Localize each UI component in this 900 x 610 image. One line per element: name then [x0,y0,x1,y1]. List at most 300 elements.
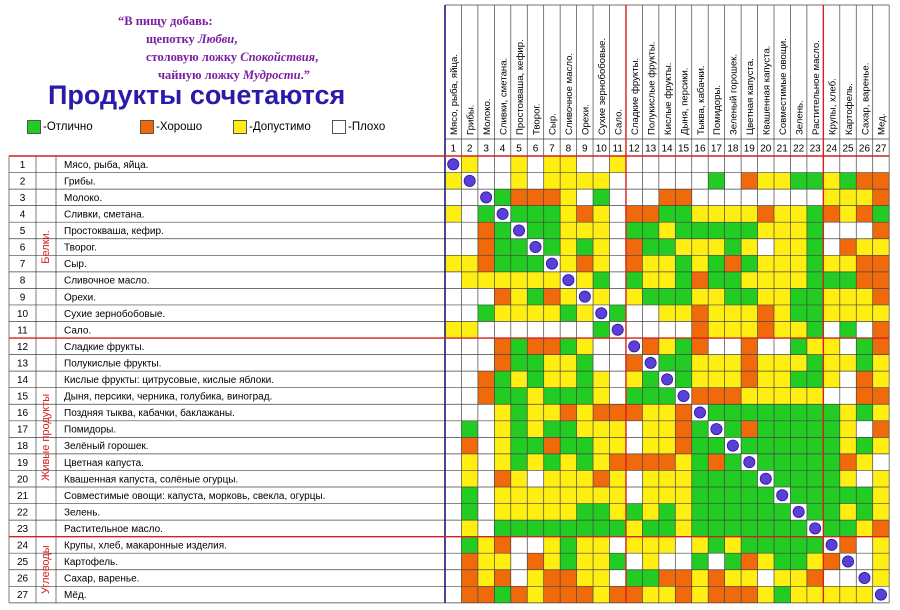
grid-cell [758,371,774,388]
grid-cell [461,239,477,256]
grid-cell [461,470,477,487]
grid-cell [873,487,889,504]
grid-cell [675,173,691,190]
grid-cell [527,520,543,537]
row-number: 21 [16,490,29,502]
grid-cell [461,255,477,272]
grid-cell [642,288,658,305]
column-header-label: Тыква, кабачки. [695,65,707,135]
grid-cell [807,470,823,487]
grid-cell [856,437,872,454]
grid-cell [774,470,790,487]
grid-cell [856,520,872,537]
grid-cell [560,388,576,405]
grid-cell [692,437,708,454]
grid-cell [544,222,560,239]
grid-cell [626,189,642,206]
grid-cell [807,437,823,454]
row-label: Цветная капуста. [64,457,144,469]
grid-cell [823,255,839,272]
grid-cell [511,288,527,305]
grid-cell [758,487,774,504]
grid-cell [478,470,494,487]
grid-cell [445,355,461,372]
grid-cell [527,553,543,570]
grid-cell [511,322,527,339]
grid-cell [675,322,691,339]
grid-cell [675,305,691,322]
grid-cell [741,173,757,190]
row-label: Крупы, хлеб, макаронные изделия. [64,540,227,552]
diagonal-marker [810,523,821,534]
grid-cell [445,322,461,339]
quote-accent: Мудрости [243,68,301,82]
grid-cell [807,189,823,206]
grid-cell [642,255,658,272]
diagonal-marker [711,423,722,434]
grid-cell [478,338,494,355]
grid-cell [659,156,675,173]
grid-cell [758,272,774,289]
grid-cell [725,156,741,173]
grid-cell [692,537,708,554]
grid-cell [708,288,724,305]
grid-cell [527,305,543,322]
grid-cell [790,222,806,239]
grid-cell [610,222,626,239]
grid-cell [445,454,461,471]
grid-cell [840,404,856,421]
grid-cell [692,255,708,272]
grid-cell [725,537,741,554]
grid-cell [461,388,477,405]
grid-cell [774,239,790,256]
grid-cell [856,255,872,272]
grid-cell [708,322,724,339]
grid-cell [494,421,510,438]
grid-cell [856,421,872,438]
grid-cell [840,504,856,521]
grid-cell [807,288,823,305]
grid-cell [494,338,510,355]
grid-cell [790,206,806,223]
grid-cell [774,586,790,603]
column-number: 2 [466,143,473,155]
grid-cell [642,388,658,405]
grid-cell [478,239,494,256]
grid-cell [758,586,774,603]
grid-cell [873,504,889,521]
grid-cell [593,173,609,190]
grid-cell [873,338,889,355]
grid-cell [461,288,477,305]
grid-cell [593,487,609,504]
column-header-label: Помидоры. [712,84,724,135]
grid-cell [610,305,626,322]
grid-cell [873,437,889,454]
grid-cell [741,371,757,388]
grid-cell [577,156,593,173]
grid-cell [725,239,741,256]
grid-cell [511,338,527,355]
grid-cell [790,570,806,587]
grid-cell [445,255,461,272]
grid-cell [478,355,494,372]
grid-cell [692,470,708,487]
grid-cell [560,173,576,190]
row-label: Сахар, варенье. [64,573,140,585]
row-label: Сливки, сметана. [64,209,145,221]
grid-cell [593,537,609,554]
row-label: Квашенная капуста, солёные огурцы. [64,474,239,486]
grid-cell [560,570,576,587]
diagonal-marker [678,390,689,401]
row-number: 24 [16,540,29,552]
grid-cell [626,272,642,289]
row-number: 18 [16,441,29,453]
grid-cell [840,272,856,289]
grid-cell [692,189,708,206]
diagonal-marker [842,556,853,567]
grid-cell [527,371,543,388]
grid-cell [823,504,839,521]
grid-cell [593,288,609,305]
grid-cell [790,470,806,487]
grid-cell [445,520,461,537]
grid-cell [626,553,642,570]
grid-cell [560,322,576,339]
grid-cell [741,239,757,256]
grid-cell [610,288,626,305]
diagonal-marker [596,308,607,319]
grid-cell [807,173,823,190]
grid-cell [873,206,889,223]
grid-cell [461,421,477,438]
grid-cell [610,156,626,173]
grid-cell [708,338,724,355]
grid-cell [741,272,757,289]
grid-cell [675,553,691,570]
grid-cell [478,173,494,190]
grid-cell [626,504,642,521]
row-label: Творог. [64,242,97,254]
grid-cell [659,338,675,355]
column-header-label: Сыр. [547,113,559,135]
grid-cell [725,288,741,305]
grid-cell [494,520,510,537]
grid-cell [741,553,757,570]
grid-cell [494,255,510,272]
grid-cell [725,189,741,206]
grid-cell [774,272,790,289]
grid-cell [790,537,806,554]
grid-cell [511,173,527,190]
legend-label: -Допустимо [249,121,311,133]
grid-cell [823,322,839,339]
row-label: Грибы. [64,176,96,188]
grid-cell [642,239,658,256]
grid-cell [494,355,510,372]
grid-cell [823,520,839,537]
group-label: Углеводы [40,545,52,595]
grid-cell [856,537,872,554]
grid-cell [675,239,691,256]
grid-cell [527,189,543,206]
grid-cell [725,470,741,487]
grid-cell [560,255,576,272]
grid-cell [626,322,642,339]
diagonal-marker [563,275,574,286]
grid-cell [445,239,461,256]
row-label: Кислые фрукты: цитрусовые, кислые яблоки. [64,375,275,387]
grid-cell [840,288,856,305]
row-number: 3 [19,192,26,204]
grid-cell [823,553,839,570]
grid-cell [659,504,675,521]
grid-cell [560,288,576,305]
grid-cell [560,421,576,438]
grid-cell [478,305,494,322]
grid-cell [577,537,593,554]
column-number: 20 [760,143,772,155]
grid-cell [642,504,658,521]
grid-cell [478,421,494,438]
quote-text: .” [300,68,310,82]
grid-cell [610,470,626,487]
grid-cell [741,520,757,537]
column-header-label: Сливочное масло. [564,52,576,135]
grid-cell [593,371,609,388]
grid-cell [461,553,477,570]
grid-cell [577,404,593,421]
row-number: 25 [16,557,29,569]
grid-cell [494,586,510,603]
grid-cell [544,487,560,504]
grid-cell [511,487,527,504]
grid-cell [593,189,609,206]
diagonal-marker [448,159,459,170]
grid-cell [675,421,691,438]
grid-cell [560,454,576,471]
grid-cell [478,553,494,570]
grid-cell [741,255,757,272]
grid-cell [461,189,477,206]
grid-cell [659,388,675,405]
grid-cell [659,537,675,554]
diagonal-marker [859,572,870,583]
grid-cell [774,388,790,405]
grid-cell [642,305,658,322]
grid-cell [692,371,708,388]
grid-cell [873,222,889,239]
diagonal-marker [875,589,886,600]
column-header-label: Совместимые овощи. [778,38,790,135]
column-number: 17 [710,143,722,155]
column-number: 9 [582,143,588,155]
grid-cell [511,520,527,537]
grid-cell [807,206,823,223]
grid-cell [758,239,774,256]
grid-cell [494,322,510,339]
grid-cell [758,553,774,570]
grid-cell [610,371,626,388]
grid-cell [642,156,658,173]
column-number: 13 [645,143,657,155]
grid-cell [626,156,642,173]
grid-cell [873,388,889,405]
grid-cell [807,586,823,603]
row-label: Сливочное масло. [64,275,150,287]
grid-cell [642,586,658,603]
grid-cell [659,255,675,272]
column-header-label: Мед. [876,113,888,135]
grid-cell [790,355,806,372]
grid-cell [840,189,856,206]
grid-cell [659,553,675,570]
grid-cell [560,404,576,421]
grid-cell [461,371,477,388]
column-header-label: Зелень. [794,100,806,135]
grid-cell [478,288,494,305]
grid-cell [774,206,790,223]
grid-cell [544,322,560,339]
grid-cell [758,404,774,421]
grid-cell [544,570,560,587]
grid-cell [577,338,593,355]
grid-cell [774,404,790,421]
grid-cell [511,255,527,272]
grid-cell [478,454,494,471]
grid-cell [593,437,609,454]
grid-cell [577,388,593,405]
grid-cell [610,206,626,223]
grid-cell [873,570,889,587]
grid-cell [856,454,872,471]
grid-cell [790,156,806,173]
grid-cell [626,173,642,190]
grid-cell [659,189,675,206]
grid-cell [725,255,741,272]
grid-cell [675,272,691,289]
row-label: Помидоры. [64,424,117,436]
grid-cell [741,388,757,405]
grid-cell [527,404,543,421]
row-number: 6 [19,242,26,254]
grid-cell [461,404,477,421]
grid-cell [642,371,658,388]
grid-cell [511,239,527,256]
grid-cell [840,173,856,190]
grid-cell [511,305,527,322]
row-label: Мясо, рыба, яйца. [64,159,149,171]
grid-cell [741,487,757,504]
grid-cell [790,520,806,537]
grid-cell [527,487,543,504]
grid-cell [807,537,823,554]
grid-cell [593,454,609,471]
grid-cell [610,338,626,355]
grid-cell [659,570,675,587]
column-number: 4 [499,143,506,155]
grid-cell [593,322,609,339]
row-label: Растительное масло. [64,523,163,535]
grid-cell [461,305,477,322]
row-label: Зелень. [64,507,101,519]
grid-cell [593,255,609,272]
column-header-label: Цветная капуста. [745,58,757,135]
grid-cell [823,570,839,587]
quote-accent: Любви [197,32,235,46]
grid-cell [494,173,510,190]
grid-cell [856,338,872,355]
grid-cell [708,355,724,372]
grid-cell [461,156,477,173]
grid-cell [642,570,658,587]
grid-cell [840,156,856,173]
grid-cell [593,156,609,173]
grid-cell [659,355,675,372]
grid-cell [708,404,724,421]
grid-cell [725,454,741,471]
grid-cell [807,570,823,587]
grid-cell [675,504,691,521]
grid-cell [790,586,806,603]
grid-cell [527,421,543,438]
grid-cell [511,371,527,388]
diagonal-marker [497,208,508,219]
grid-cell [675,288,691,305]
grid-cell [774,338,790,355]
grid-cell [774,355,790,372]
grid-cell [675,206,691,223]
column-number: 10 [595,143,607,155]
grid-cell [593,206,609,223]
grid-cell [642,404,658,421]
grid-cell [478,255,494,272]
grid-cell [593,272,609,289]
row-number: 8 [19,275,26,287]
grid-cell [560,537,576,554]
grid-cell [642,553,658,570]
quote-text: , [234,32,238,46]
grid-cell [610,189,626,206]
grid-cell [758,222,774,239]
grid-cell [823,371,839,388]
grid-cell [873,189,889,206]
grid-cell [511,206,527,223]
grid-cell [708,189,724,206]
grid-cell [840,305,856,322]
grid-cell [577,173,593,190]
grid-cell [626,388,642,405]
grid-cell [774,421,790,438]
grid-cell [577,454,593,471]
grid-cell [642,421,658,438]
grid-cell [840,206,856,223]
grid-cell [807,404,823,421]
grid-cell [560,504,576,521]
grid-cell [445,371,461,388]
grid-cell [725,520,741,537]
grid-cell [741,322,757,339]
row-number: 20 [16,474,29,486]
grid-cell [823,222,839,239]
grid-cell [478,322,494,339]
quote-text: , [315,50,319,64]
grid-cell [577,322,593,339]
grid-cell [692,388,708,405]
legend-label: -Отлично [43,121,93,133]
